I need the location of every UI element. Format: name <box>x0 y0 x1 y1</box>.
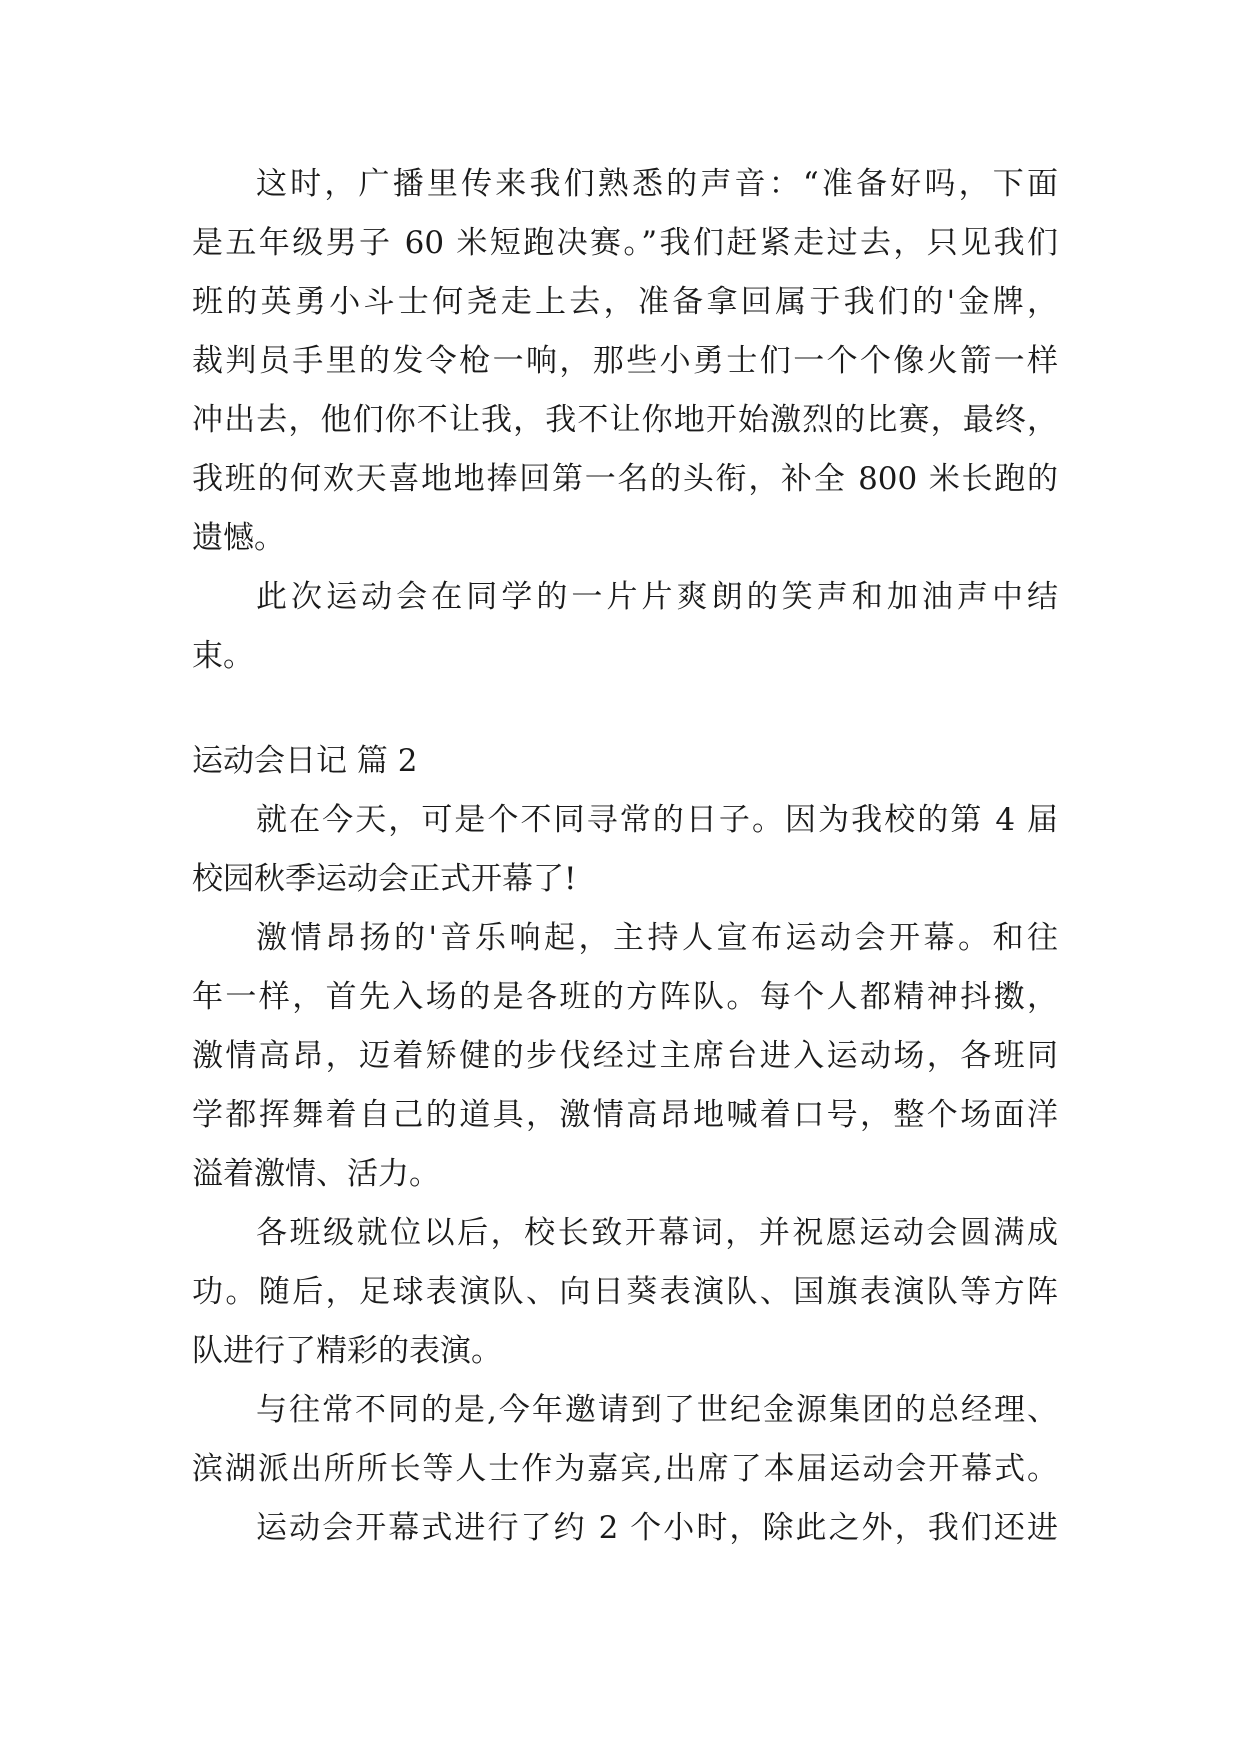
paragraph-line: 束。 <box>192 638 254 674</box>
paragraph-line: 各班级就位以后，校长致开幕词，并祝愿运动会圆满成 <box>256 1215 1058 1251</box>
paragraph-line: 激情高昂，迈着矫健的步伐经过主席台进入运动场，各班同 <box>192 1038 1058 1074</box>
paragraph-line: 运动会开幕式进行了约 2 个小时，除此之外，我们还进 <box>256 1510 1058 1546</box>
paragraph-line: 与往常不同的是,今年邀请到了世纪金源集团的总经理、 <box>256 1392 1058 1428</box>
paragraph-line: 校园秋季运动会正式开幕了! <box>192 861 577 897</box>
paragraph-line: 年一样，首先入场的是各班的方阵队。每个人都精神抖擞， <box>192 979 1058 1015</box>
paragraph-line: 功。随后，足球表演队、向日葵表演队、国旗表演队等方阵 <box>192 1274 1058 1310</box>
paragraph-line: 是五年级男子 60 米短跑决赛。”我们赶紧走过去，只见我们 <box>192 225 1058 261</box>
paragraph-line: 此次运动会在同学的一片片爽朗的笑声和加油声中结 <box>256 579 1058 615</box>
paragraph-line: 裁判员手里的发令枪一响，那些小勇士们一个个像火箭一样 <box>192 343 1058 379</box>
paragraph-line: 学都挥舞着自己的道具，激情高昂地喊着口号，整个场面洋 <box>192 1097 1058 1133</box>
paragraph-line: 溢着激情、活力。 <box>192 1156 440 1192</box>
paragraph-line: 就在今天，可是个不同寻常的日子。因为我校的第 4 届 <box>256 802 1058 838</box>
paragraph-line: 班的英勇小斗士何尧走上去，准备拿回属于我们的'金牌， <box>192 284 1058 320</box>
paragraph-line: 滨湖派出所所长等人士作为嘉宾,出席了本届运动会开幕式。 <box>192 1451 1058 1487</box>
paragraph-line: 遗憾。 <box>192 520 285 556</box>
section-heading: 运动会日记 篇 2 <box>192 743 418 779</box>
paragraph-line: 队进行了精彩的表演。 <box>192 1333 502 1369</box>
paragraph-line: 我班的何欢天喜地地捧回第一名的头衔，补全 800 米长跑的 <box>192 461 1058 497</box>
paragraph-line: 冲出去，他们你不让我，我不让你地开始激烈的比赛，最终， <box>192 402 1058 438</box>
paragraph-line: 激情昂扬的'音乐响起，主持人宣布运动会开幕。和往 <box>256 920 1058 956</box>
paragraph-line: 这时，广播里传来我们熟悉的声音：“准备好吗，下面 <box>256 166 1058 202</box>
